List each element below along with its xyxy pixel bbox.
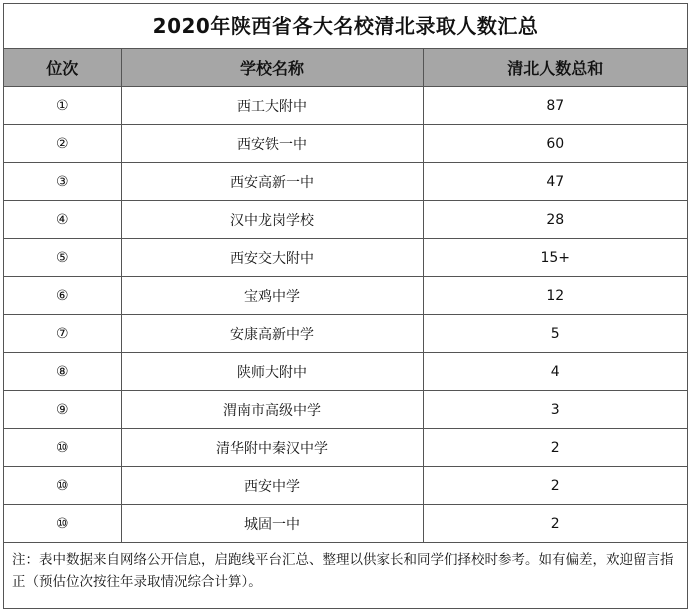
school-cell: 清华附中秦汉中学: [121, 429, 423, 467]
header-school: 学校名称: [121, 49, 423, 87]
table-row: [4, 125, 687, 163]
table-body: [4, 87, 687, 543]
rank-cell: ⑤: [4, 239, 121, 277]
count-cell: 15+: [423, 239, 687, 277]
rank-cell: ⑩: [4, 467, 121, 505]
count-cell: 28: [423, 201, 687, 239]
rank-cell: ⑥: [4, 277, 121, 315]
school-cell: 城固一中: [121, 505, 423, 543]
ranking-table: [4, 49, 687, 543]
table-title: 2020年陕西省各大名校清北录取人数汇总: [4, 4, 687, 49]
school-cell: 安康高新中学: [121, 315, 423, 353]
rank-cell: ⑦: [4, 315, 121, 353]
rank-cell: ①: [4, 87, 121, 125]
table-row: [4, 201, 687, 239]
rank-cell: ⑧: [4, 353, 121, 391]
count-cell: 12: [423, 277, 687, 315]
school-cell: 宝鸡中学: [121, 277, 423, 315]
table-row: [4, 353, 687, 391]
rank-cell: ⑩: [4, 505, 121, 543]
school-cell: 西安铁一中: [121, 125, 423, 163]
school-cell: 西安中学: [121, 467, 423, 505]
table-row: [4, 505, 687, 543]
count-cell: 5: [423, 315, 687, 353]
count-cell: 2: [423, 467, 687, 505]
count-cell: 47: [423, 163, 687, 201]
count-cell: 3: [423, 391, 687, 429]
count-cell: 4: [423, 353, 687, 391]
school-cell: 陕师大附中: [121, 353, 423, 391]
rank-cell: ⑩: [4, 429, 121, 467]
table-row: [4, 391, 687, 429]
school-cell: 汉中龙岗学校: [121, 201, 423, 239]
table-row: [4, 87, 687, 125]
table-row: [4, 277, 687, 315]
school-cell: 西安交大附中: [121, 239, 423, 277]
count-cell: 2: [423, 505, 687, 543]
school-cell: 西工大附中: [121, 87, 423, 125]
school-cell: 西安高新一中: [121, 163, 423, 201]
count-cell: 2: [423, 429, 687, 467]
rank-cell: ③: [4, 163, 121, 201]
table-row: [4, 429, 687, 467]
footnote: 注：表中数据来自网络公开信息，启跑线平台汇总、整理以供家长和同学们择校时参考。如有偏差，欢迎留言指正（预估位次按往年录取情况综合计算）。: [12, 552, 674, 590]
count-cell: 60: [423, 125, 687, 163]
rank-cell: ②: [4, 125, 121, 163]
table-row: [4, 239, 687, 277]
table-row: [4, 315, 687, 353]
table-row: [4, 163, 687, 201]
table-row: [4, 467, 687, 505]
header-rank: 位次: [4, 49, 121, 87]
rank-cell: ④: [4, 201, 121, 239]
header-count: 清北人数总和: [423, 49, 687, 87]
count-cell: 87: [423, 87, 687, 125]
ranking-table-frame: [3, 3, 688, 609]
header-row: [4, 49, 687, 87]
rank-cell: ⑨: [4, 391, 121, 429]
school-cell: 渭南市高级中学: [121, 391, 423, 429]
